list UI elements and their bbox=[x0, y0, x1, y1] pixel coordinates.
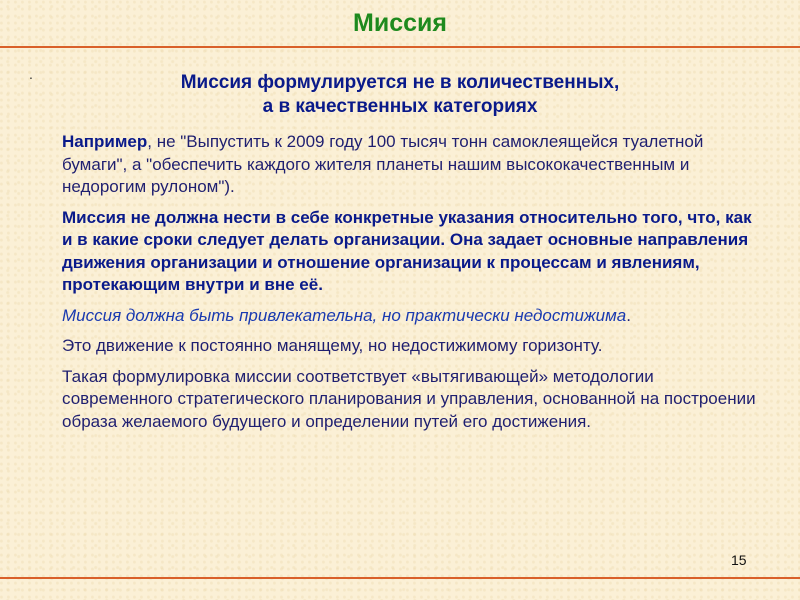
page-number: 15 bbox=[731, 552, 747, 568]
paragraph-horizon: Это движение к постоянно манящему, но недостижимому горизонту. bbox=[62, 336, 603, 355]
attractive-text: Миссия должна быть привлекательна, но практически недостижима bbox=[62, 305, 627, 325]
paragraph-example bbox=[62, 131, 762, 199]
top-divider bbox=[0, 46, 800, 48]
paragraph-mission-guidance: Миссия не должна нести в себе конкретные указания относительно того, что, как и в какие сроки следует делать организации. Она задает основные направления движения организации и отношение организации к процессам и явлениям, протекающим внутри и вне её. bbox=[62, 207, 752, 294]
bottom-divider bbox=[0, 577, 800, 579]
slide-title: Миссия bbox=[353, 9, 447, 37]
subtitle-line-2: а в качественных категориях bbox=[262, 96, 538, 117]
slide-subtitle bbox=[0, 71, 800, 119]
paragraph-methodology: Такая формулировка миссии соответствует «вытягивающей» методологии современного стратегического планирования и управления, основанной на построении образа желаемого будущего и определении путей его достижения. bbox=[62, 366, 756, 431]
slide-body bbox=[62, 131, 762, 441]
example-lead: Например bbox=[62, 132, 148, 151]
bullet-marker: . bbox=[29, 66, 33, 82]
subtitle-line-1: Миссия формулируется не в количественных, bbox=[180, 72, 620, 93]
paragraph-attractive bbox=[62, 305, 762, 328]
attractive-end: . bbox=[626, 305, 631, 325]
example-text: , не "Выпустить к 2009 году 100 тысяч тонн самоклеящейся туалетной бумаги", а "обеспечить каждого жителя планеты нашим высококачественным и недорогим рулоном"). bbox=[62, 132, 704, 196]
